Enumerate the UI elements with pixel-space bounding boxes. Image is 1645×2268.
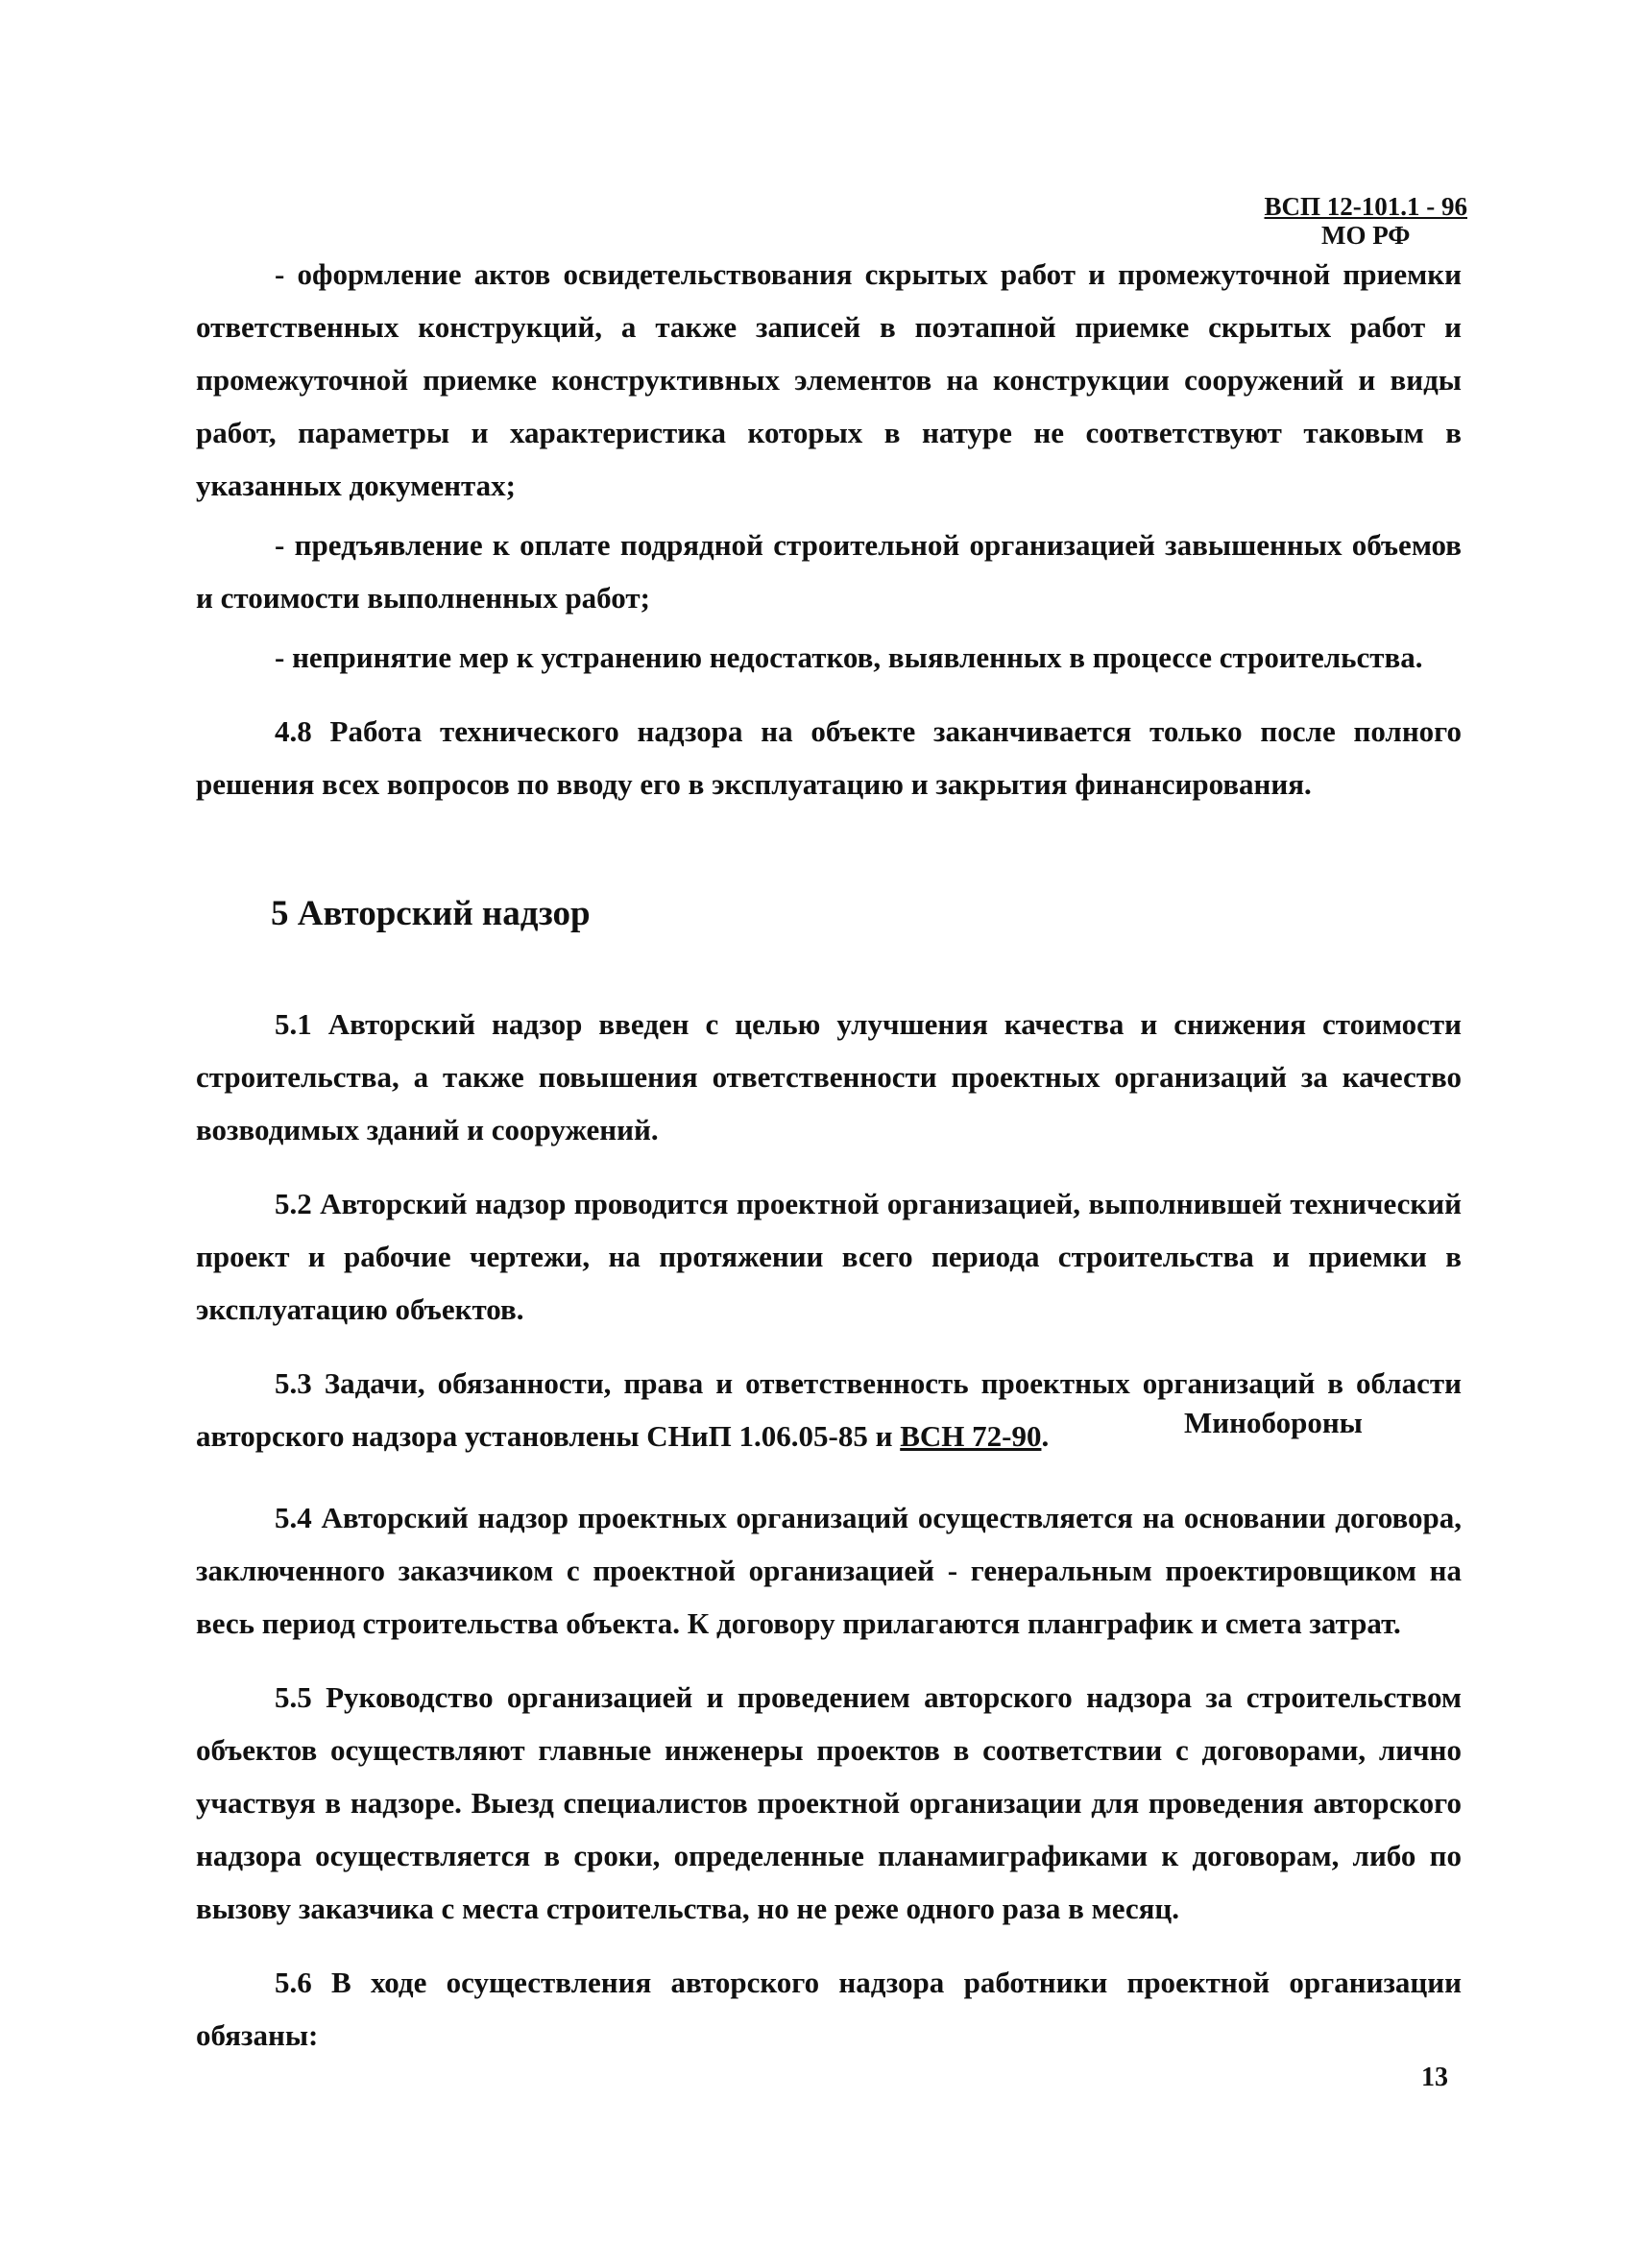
section-title: 5 Авторский надзор <box>271 894 591 933</box>
paragraph-5-1: 5.1 Авторский надзор введен с целью улучшения качества и снижения стоимости строительства, а также повышения ответственности проектных организаций за качество возводимых зданий и сооружений. <box>196 1007 1462 1146</box>
paragraph-list-item: - непринятие мер к устранению недостатков, выявленных в процессе строительства. <box>275 640 1423 674</box>
page-number: 13 <box>1421 2063 1448 2092</box>
vsn-reference-subscript: Минобороны <box>1184 1406 1363 1439</box>
document-code: ВСП 12-101.1 - 96 <box>1264 192 1467 221</box>
paragraph-5-5: 5.5 Руководство организацией и проведением авторского надзора за строительством объектов осуществляют главные инженеры проектов в соответствии с договорами, лично участвуя в надзоре. Выезд специалистов проектной организации для проведения авторского надзора осуществляется в сроки, определенные планамиграфиками к договорам, либо по вызову заказчика с места строительства, но не реже одного раза в месяц. <box>196 1680 1462 1925</box>
document-header <box>1265 192 1468 250</box>
paragraph-list-item: - предъявление к оплате подрядной строительной организацией завышенных объемов и стоимости выполненных работ; <box>196 528 1462 615</box>
vsn-reference: ВСН 72-90 <box>900 1419 1042 1453</box>
paragraph-5-3-text: 5.3 Задачи, обязанности, права и ответственность проектных организаций в области авторского надзора установлены СНиП 1.06.05-85 и <box>196 1366 1462 1453</box>
paragraph-4-8: 4.8 Работа технического надзора на объекте заканчивается только после полного решения всех вопросов по вводу его в эксплуатацию и закрытия финансирования. <box>196 714 1462 801</box>
document-org: МО РФ <box>1321 221 1411 250</box>
document-body <box>196 248 1462 2068</box>
paragraph-list-item: - оформление актов освидетельствования скрытых работ и промежуточной приемки ответственных конструкций, а также записей в поэтапной приемке скрытых работ и промежуточной приемке конструктивных элементов на конструкции сооружений и виды работ, параметры и характеристика которых в натуре не соответствуют таковым в указанных документах; <box>196 257 1462 502</box>
paragraph-5-3-end: . <box>1041 1419 1050 1453</box>
paragraph-5-6: 5.6 В ходе осуществления авторского надзора работники проектной организации обязаны: <box>196 1966 1462 2052</box>
paragraph-5-4: 5.4 Авторский надзор проектных организаций осуществляется на основании договора, заключенного заказчиком с проектной организацией - генеральным проектировщиком на весь период строительства объекта. К договору прилагаются планграфик и смета затрат. <box>196 1501 1462 1640</box>
paragraph-5-2: 5.2 Авторский надзор проводится проектной организацией, выполнившей технический проект и рабочие чертежи, на протяжении всего периода строительства и приемки в эксплуатацию объектов. <box>196 1187 1462 1326</box>
paragraph-5-3 <box>196 1357 1462 1462</box>
